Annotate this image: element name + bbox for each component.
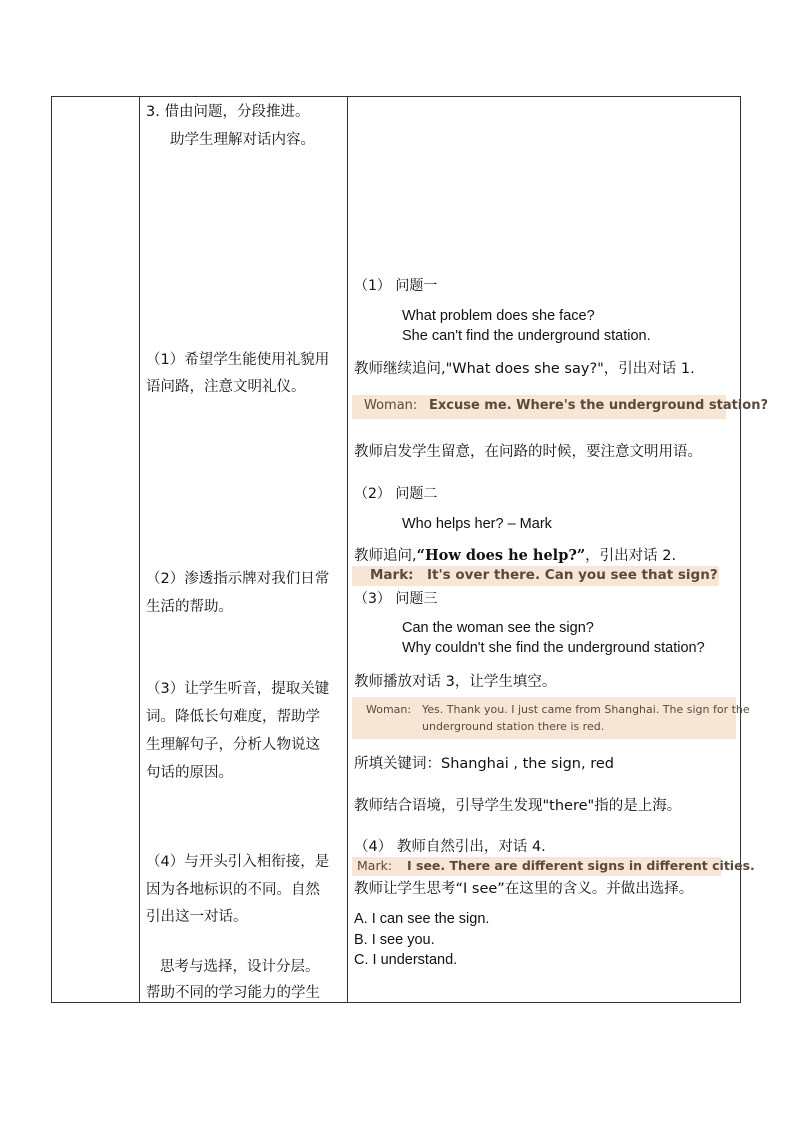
dialogue-3-box xyxy=(352,697,750,739)
dialogue-3-line-1: Yes. Thank you. I just came from Shanghai. The sign for the xyxy=(422,703,750,716)
column-divider-1 xyxy=(139,97,140,1002)
keyword-answer: 所填关键词：Shanghai , the sign, red xyxy=(354,756,614,772)
goal-4-line-3: 引出这一对话。 xyxy=(146,909,248,925)
goal-5-line-1: 思考与选择，设计分层。 xyxy=(160,959,320,975)
question-3-label: （3） 问题三 xyxy=(354,591,438,607)
question-4-label: （4） 教师自然引出，对话 4. xyxy=(354,839,546,855)
question-3-line-2: Why couldn't she find the underground station? xyxy=(402,640,705,656)
dialogue-1-text: Excuse me. Where's the underground station? xyxy=(429,398,768,413)
dialogue-4-box xyxy=(352,857,755,876)
goal-1-line-2: 语问路，注意文明礼仪。 xyxy=(146,379,306,395)
teacher-step-3-question: “How does he help?” xyxy=(416,547,586,564)
goal-2-line-2: 生活的帮助。 xyxy=(146,599,233,615)
column-divider-2 xyxy=(347,97,348,1002)
question-1-line-1: What problem does she face? xyxy=(402,308,595,324)
dialogue-2-box xyxy=(352,566,719,586)
teacher-step-3 xyxy=(354,546,676,566)
goal-4-line-1: （4）与开头引入相衔接，是 xyxy=(146,854,330,870)
goal-3-line-3: 生理解句子，分析人物说这 xyxy=(146,737,320,753)
dialogue-2-text: It's over there. Can you see that sign? xyxy=(427,567,718,583)
teacher-step-6: 教师让学生思考“I see”在这里的含义。并做出选择。 xyxy=(354,881,694,897)
option-c: C. I understand. xyxy=(354,952,458,968)
goal-4-line-2: 因为各地标识的不同。自然 xyxy=(146,882,320,898)
dialogue-3-line-2: underground station there is red. xyxy=(422,720,605,733)
step-3-subline: 助学生理解对话内容。 xyxy=(170,132,315,148)
goal-5-line-2: 帮助不同的学习能力的学生 xyxy=(146,985,320,1001)
question-3-line-1: Can the woman see the sign? xyxy=(402,620,594,636)
option-b: B. I see you. xyxy=(354,932,435,948)
teacher-step-4: 教师播放对话 3，让学生填空。 xyxy=(354,674,557,690)
goal-1-line-1: （1）希望学生能使用礼貌用 xyxy=(146,352,330,368)
option-a: A. I can see the sign. xyxy=(354,911,490,927)
goal-3-line-2: 词。降低长句难度，帮助学 xyxy=(146,709,320,725)
goal-2-line-1: （2）渗透指示牌对我们日常 xyxy=(146,571,330,587)
goal-3-line-1: （3）让学生听音，提取关键 xyxy=(146,681,330,697)
step-3-heading: 3. 借由问题，分段推进。 xyxy=(146,104,310,120)
question-2-line-1: Who helps her? – Mark xyxy=(402,516,552,532)
dialogue-1-speaker: Woman: xyxy=(364,398,418,413)
dialogue-2-speaker: Mark: xyxy=(370,567,414,583)
dialogue-3-speaker: Woman: xyxy=(366,703,412,716)
goal-3-line-4: 句话的原因。 xyxy=(146,765,233,781)
question-1-line-2: She can't find the underground station. xyxy=(402,328,651,344)
dialogue-4-text: I see. There are different signs in different cities. xyxy=(407,858,755,873)
teacher-step-1: 教师继续追问,"What does she say?"，引出对话 1. xyxy=(354,361,695,377)
dialogue-4-speaker: Mark: xyxy=(357,858,393,873)
question-1-label: （1） 问题一 xyxy=(354,278,438,294)
question-2-label: （2） 问题二 xyxy=(354,486,438,502)
dialogue-1-box xyxy=(352,395,768,419)
teacher-step-3-prefix: 教师追问, xyxy=(354,548,417,564)
teacher-step-3-suffix: ，引出对话 2. xyxy=(585,548,677,564)
teacher-step-5: 教师结合语境，引导学生发现"there"指的是上海。 xyxy=(354,798,682,814)
teacher-step-2: 教师启发学生留意，在问路的时候，要注意文明用语。 xyxy=(354,444,702,460)
